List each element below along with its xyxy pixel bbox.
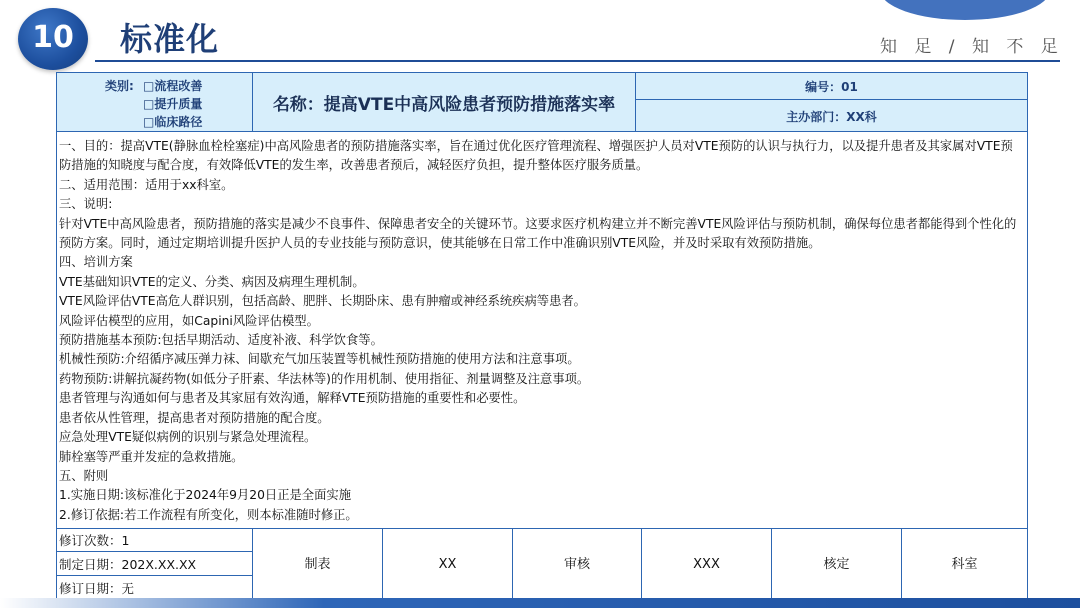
- category-option[interactable]: [143, 77, 202, 94]
- body-line: VTE风险评估VTE高危人群识别，包括高龄、肥胖、长期卧床、患有肿瘤或神经系统疾病等患者。: [59, 294, 586, 309]
- revision-count: 修订次数：1: [57, 529, 252, 552]
- body-line: 三、说明:: [59, 197, 113, 212]
- category-option[interactable]: [143, 95, 202, 112]
- form-body: [59, 137, 1021, 525]
- category-option-label: 临床路径: [154, 115, 203, 129]
- bottom-band: [0, 598, 1080, 608]
- body-line: 2.修订依据:若工作流程有所变化，则本标准随时修正。: [59, 507, 358, 522]
- motto-text: 知 足 / 知 不 足: [880, 37, 1064, 57]
- checkbox-icon[interactable]: □: [143, 97, 155, 111]
- footer-cell-reviewer: XXX: [642, 529, 772, 601]
- page-title: 标准化: [120, 20, 220, 58]
- category-option[interactable]: [143, 113, 202, 130]
- category-label: 类别:: [105, 79, 134, 93]
- body-line: 针对VTE中高风险患者，预防措施的落实是减少不良事件、保障患者安全的关键环节。这要求医疗机构建立并不断完善VTE风险评估与预防机制，确保每位患者都能得到个性化的预防方案。同时，通过定期培训提升医护人员的专业技能与预防意识，使其能够在日常工作中准确识别VTE风险，并及时采取有效预防措施。: [59, 216, 1017, 251]
- body-line: 肺栓塞等严重并发症的急救措施。: [59, 449, 244, 464]
- section-number: 10: [32, 20, 74, 55]
- header-rule: [95, 60, 1060, 62]
- category-option-label: 流程改善: [154, 79, 203, 93]
- body-line: VTE基础知识VTE的定义、分类、病因及病理生理机制。: [59, 274, 365, 289]
- number-field: 编号：01: [805, 80, 858, 94]
- footer-cell-review: 审核: [513, 529, 642, 601]
- category-cell: [57, 73, 253, 131]
- body-line: 药物预防:讲解抗凝药物(如低分子肝素、华法林等)的作用机制、使用指征、剂量调整及注意事项。: [59, 371, 590, 386]
- body-line: 应急处理VTE疑似病例的识别与紧急处理流程。: [59, 430, 317, 445]
- checkbox-icon[interactable]: □: [143, 115, 155, 129]
- name-cell: [253, 73, 636, 131]
- body-line: 二、适用范围：适用于xx科室。: [59, 177, 234, 192]
- category-option-label: 提升质量: [154, 97, 203, 111]
- body-line: 一、目的：提高VTE(静脉血栓栓塞症)中高风险患者的预防措施落实率，旨在通过优化医疗管理流程、增强医护人员对VTE预防的认识与执行力，以及提升患者及其家属对VTE预防措施的知晓度与配合度，有效降低VTE的发生率，改善患者预后，减轻医疗负担，提升整体医疗服务质量。: [59, 139, 1013, 173]
- body-line: 患者依从性管理，提高患者对预防措施的配合度。: [59, 410, 330, 425]
- department-cell: [636, 100, 1027, 131]
- revision-info: [57, 529, 253, 601]
- number-cell: [636, 73, 1027, 100]
- footer-cell-tabulate: 制表: [253, 529, 383, 601]
- body-line: 风险评估模型的应用，如Capini风险评估模型。: [59, 313, 319, 328]
- form-header: [57, 73, 1027, 132]
- footer-cell-tabulator: XX: [383, 529, 513, 601]
- body-line: 1.实施日期:该标准化于2024年9月20日正是全面实施: [59, 488, 351, 503]
- revised-date: 修订日期：无: [59, 581, 135, 596]
- body-line: 五、附则: [59, 468, 109, 483]
- footer-cell-approve: 核定: [772, 529, 902, 601]
- footer-cell-department: 科室: [951, 557, 978, 572]
- made-date: 制定日期：202X.XX.XX: [57, 553, 252, 576]
- body-line: 预防措施基本预防:包括早期活动、适度补液、科学饮食等。: [59, 333, 383, 348]
- checkbox-icon[interactable]: □: [143, 79, 155, 93]
- body-line: 机械性预防:介绍循序减压弹力袜、间歇充气加压装置等机械性预防措施的使用方法和注意事项。: [59, 352, 580, 367]
- decorative-ellipse: [880, 0, 1050, 20]
- body-line: 患者管理与沟通如何与患者及其家屈有效沟通，解释VTE预防措施的重要性和必要性。: [59, 391, 526, 406]
- body-line: 四、培训方案: [59, 255, 133, 270]
- form-footer: [57, 528, 1027, 601]
- department-field: 主办部门：XX科: [786, 110, 877, 124]
- standard-name: 名称：提高VTE中高风险患者预防措施落实率: [272, 95, 616, 115]
- standardization-form: [56, 72, 1028, 601]
